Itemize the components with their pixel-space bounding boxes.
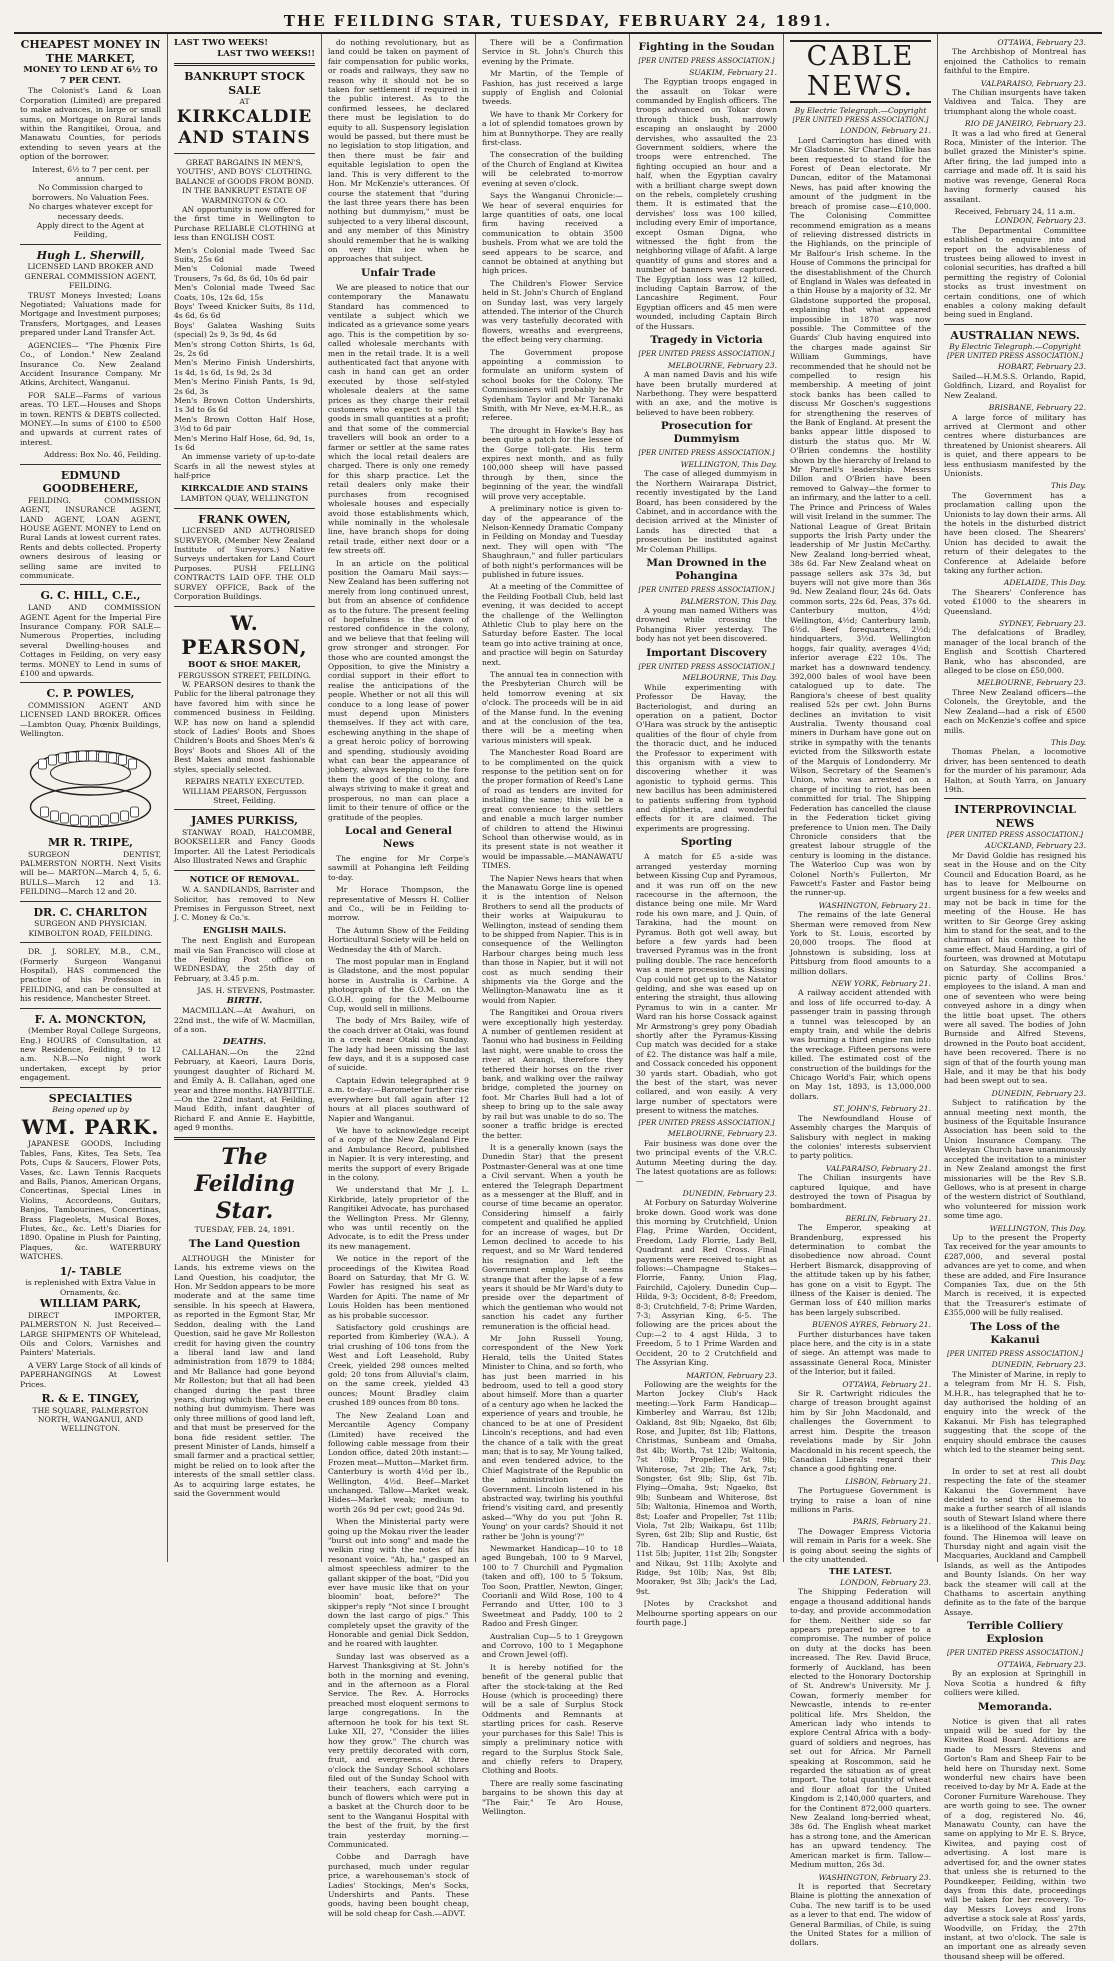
article-title: Important Discovery [646,646,767,659]
news-item: Australian Cup—5 to 1 Greygown and Corrovo, 100 to 1 Megaphone and Crown Jewel (off). [482,1631,623,1660]
dateline: VALPARAISO, February 21. [825,1163,931,1173]
dateline: HOBART, February 23. [998,362,1086,372]
section-title: CABLE NEWS. [790,40,931,103]
news-item: The New Zealand Loan and Mercantile Agency Company (Limited) have received the following cable message from their London office, dated 20th instant:—Frozen meat—Mutton—Market firm. Canterbury is worth 4½d per lb., Wellington, 4½d. Beef—Market unchanged. Tallow—Market weak. Hides—Market weak; medium to worth 26s 9d per cwt; good 24s 9d. [328,1410,469,1514]
news-item: There are really some fascinating bargains to be shown this day at "The Fair," Te Aro House, Wellington. [482,1778,623,1816]
dateline: WASHINGTON, February 21. [818,900,931,910]
list-item: Men's Merino Finish Undershirts, 1s 4d, 1s 6d, 1s 9d, 2s 3d [174,358,315,377]
article-body: The Portuguese Government is trying to raise a loan of nine millions in Paris. [790,1486,931,1514]
divider [174,606,315,607]
news-item: The Napier News hears that when the Manawatu Gorge line is opened it is the intention of Nelson Brothers to send all the products of their works at Waipukurau to Wellington, instead of sending them to be shipped from Napier. This is in consequence of the Wellington Harbour charges being much less than those in Napier, but it will not cost as much sending their shipments via the Gorge and the Wellington-Manawatu line as it would from Napier. [482,873,623,1005]
article-title: Man Drowned in the Pohangina [646,556,767,582]
article-body: The Minister of Marine, in reply to a telegram from Mr H. S. Fish, M.H.R., has telegraphed that he to-day authorised the holding of an enquiry into the wreck of the Kakanui. Mr Fish has telegraphed suggesting that the scope of the enquiry should embrace the causes which led to the steamer being sent. [944,1369,1086,1454]
list-item: Men's Colonial made Tweed Sac Suits, 25s 6d [174,245,315,264]
dateline: BUENOS AYRES, February 21. [812,1320,931,1330]
news-item: The Government propose appointing a commission to formulate an uniform system of school books for the Colony. The Commissioners will probably be Mr Sydenham Taylor and Mr Taranaki Smith, with Mr Neve, ex-M.H.R., as referee. [482,347,623,423]
divider [944,798,1086,799]
masthead: THE FEILDING STAR, TUESDAY, FEBRUARY 24, 1891. [283,12,833,30]
press-credit: [PER UNITED PRESS ASSOCIATION.] [946,1649,1084,1658]
article-body: The Shearers' Conference has voted £1000 to the shearers in Queensland. [944,587,1086,616]
ad-address: Address: Box No. 46, Feilding. [43,450,161,460]
dateline: MELBOURNE, This Day. [682,673,777,683]
notice-signature: JAS. H. STEVENS, Postmaster. [197,986,315,996]
article-body: Subject to ratification by the annual meeting next month, the business of the Equitable Insurance Association has been sold to the Union Insurance Company. The Wesleyan Church have unanimously accepted the invitation to a minister in New Zealand amongst the first missionaries will be the Rev S.B. Gellows, who is at present in charge of the western district of Southland, who volunteered for mission work some time ago. [944,1098,1086,1221]
news-item: We understand that Mr J. L. Kirkbride, lately proprietor of the Rangitikei Advocate, has purchased the Wellington Press. Mr Glenny, who was until recently on the Advocate, is to edit the Press under its new management. [328,1185,469,1251]
ad-body: TRUST Moneys Invested; Loans Negotiated; Valuations made for Mortgage and Investment purposes; Transfers, Mortgages, and Leases prepared under Land Transfer Act. [20,290,161,338]
ad-address: FERGUSSON STREET, FEILDING. [177,670,312,680]
ad-name: FRANK OWEN, [198,512,291,526]
press-credit: [PER UNITED PRESS ASSOCIATION.] [638,57,775,66]
article-body: Following are the weights for the Marton Jockey Club's Hack meeting:—York Farm Handicap—Kimberley and Warrau, 8st 12lb; Oakland, 8st 9lb; Ngaeko, 8st 6lb; Rose, and Jupiter, 8st 1lb; Flattons, Christmas, Sunbeam and Omaha, 8st 4lb; Worth, 7st 12lb; Waltonia, 7st 10lb; Propeller, 7st 9lb; Whiterose, 7st 2lb; The Ark, 7st; Songster, 6st 9lb; Slip, 6st 7lb. Flying—Omaha, 9st; Ngaeko, 8st 9lb; Sunbeam and Whiterose, 8st 5lb; Waltonia, Hinemoa and Worth, 8st; Loafer and Propeller, 7st 11lb; Viola, 7st 2lb; Waikapu, 6st 11lb; Syren, 6st 2lb; Slip and Rustic, 6st 7lb. Handicap Hurdles—Waiata, 11st 5lb; Jupiter, 11st 2lb; Songster and Nikau, 9st 11lb; Axolyte and Ridge, 9st 10lb; Nas, 9st 8lb; Mooraker, 9st 3lb; Jack's the Lad, 9st. [636,1379,777,1596]
article-body: The Shipping Federation will engage a thousand additional hands to-day, and provide accommodation for them. Neither side so far appears prepared to agree to a compromise. The number of police on duty at the docks has been increased. The Rev. David Bruce, formerly of Auckland, has been elected to the Honorary Doctorship of St. Andrew's University. Mr J. Cowan, formerly member for Newcastle, intends to re-enter political life. Mrs Sheldon, the American lady who intends to explore Central Africa with a body-guard of soldiers and negroes, has set out for Africa. Mr Parnell speaking at Roscommon, said he regarded the situation as of great import. The total quantity of wheat and flour afloat for the United Kingdom is 2,140,000 quarters, and for the Continent 872,000 quarters. New Zealand long-berried wheat, 38s 6d. The English wheat market has a strong tone, and the American has an upward tendency. The American market is firm. Tallow—Medium mutton, 26s 3d. [790,1587,931,1870]
ad-body: SURGEON DENTIST, PALMERSTON NORTH. Next Visits will be— MARTON—March 4, 5, 6. BULLS—March 12 and 13. FEILDING—March 12 and 20. [20,849,161,897]
list-item: Men's Brown Cotton Undershirts, 1s 3d to 6s 6d [174,396,315,415]
ad-subtitle: MONEY TO LEND AT 6½ TO 7 PER CENT. [23,65,158,86]
divider [174,1137,315,1140]
news-item: Mr John Russell Young, correspondent of the New York Herald, tells the United States Minister to China, and so forth, who has just been married in his bedroom, used to tell a good story about himself. More than a quarter of a century ago when he lacked the experience of years and trouble, he chanced to be at one of President Lincoln's receptions, and had even the chance of a talk with the great man; that is to say, Mr Young talked, and even tendered advice, to the Chief Magistrate of the Republic on the administration of the Government. Lincoln listened in his abstracted way, twirling his youthful friend's visiting card, and presently asked—"Why do you put 'John R. Young' on your cards? Should it not rather be 'John is young'?" [482,1334,624,1541]
dateline: LONDON, February 21. [840,126,931,136]
ad-body: (Member Royal College Surgeons, Eng.) HOURS of Consultation, at new Residence, Feilding, 9 to 12 a.m. N.B.—No night work undertaken, except by prior engagement. [20,1026,161,1083]
divider [20,942,161,943]
dateline: This Day. [1050,481,1086,491]
dateline: ADELAIDE, This Day. [1003,578,1086,588]
news-item: The engine for Mr Corpe's sawmill at Pohangina left Feilding to-day. [328,853,469,882]
ad-name: WILLIAM PARK, [39,1297,142,1311]
article-title: Unfair Trade [361,266,436,279]
press-credit: [PER UNITED PRESS ASSOCIATION.] [946,830,1084,839]
article-body: At Forbury on Saturday Wolverine broke down. Good work was done this morning by Crutchfield, Union Flag, Prime Warden, Occident, Freedom, Lady Florrie, Lady Bell, Quadrant and Red Cross. Final payments were received to-night as follows:—Champagne Stakes—Florrie, Fanny, Union Flag, Fairchild, Cajolery. Dunedin Cup—Hilda, 9-3; Occident, 8-8; Freedom, 8-3; Crutchfield, 7-8; Prime Warden, 7-3; Assyrian King, 6-5. The following are the prices about the Cup:—2 to 4 agst Hilda, 3 to Freedom, 5 to 1 Prime Warden and Occident, 20 to 2 Crutchfield and The Assyrian King. [636,1198,777,1368]
news-item: Newmarket Handicap—10 to 18 aged Bungebah, 100 to 9 Marvel, 100 to 7 Churchill and Pygmalion (taken and off), 100 to 5 Toksum, Too Soon, Prattler, Newton, Ginger, Coorianli and Wild Rose, 100 to 4 Ferrando and Utter, 100 to 3 Sweetmeat and Paddy, 100 to 2 Radoo and Fresh Ginger. [482,1543,623,1629]
news-item: At a meeting of the Committee of the Feilding Football Club, held last evening, it was decided to accept the challenge of the Wellington Athletic Club to play here on the Saturday before Easter. The local team go into active training at once, and practice will begin on Saturday next. [482,582,623,667]
article-body: Lord Carrington has dined with Mr Gladstone. Sir Charles Dilke has been requested to stand for the Forest of Dean electorate. Mr Duncan, editor of the Matamonai News, has paid after knowing the amount of the judgment in the breach of promise case—£10,000. The Colonising Committee recommend emigration as a means of relieving distressed districts in the Highlands, on the principle of Mr Balfour's Irish scheme. In the House of Commons the principal for the disestablishment of the Church of England in Wales was defeated in a thin House by a majority of 32. Mr Gladstone supported the proposal, explaining that what appeared impossible in 1870 was now possible. The Committee of the Guards' Club having enquired into the charges made against Sir William Gummings, have recommended that he should not be compelled to resign his membership. A meeting of joint stock banks has been called to discuss Mr Goschen's suggestions for strengthening the reserves of the Bank of England. At present the banks appear little disposed to disturb the status quo. Mr W. O'Brien condemns the hostility shown by the hierarchy of Ireland to Mr Parnell's leadership. Messrs Dillon and O'Brien have been removed to Galway—the former to an infirmary, and the latter to a cell. The Prince and Princess of Wales will visit Ireland in the summer. The National League of Great Britain supports the Irish Party under the leadership of Mr Justin McCarthy. New Zealand long-berried wheat, 38s 6d. Far New Zealand wheat on passage sellers ask 37s 3d, but buyers will not give more than 36s 9d. New Zealand flour, 24s 6d. Oats common sorts, 22s 6d. Peas, 37s 6d. Canterbury mutton, 4½d; Wellington, 4½d; Canterbury lamb, 6½d. Beef forequarters, 2½d; hindquarters, 3½d. Wellington hoggs, fair quality, averages 4½d; inferior average £22 10s. The market has a downward tendency. 392,000 bales of wool have been catalogued up to date. The Rangiora's cheese of best quality realised 52s per cwt. John Burns declines an invitation to visit Australia. Twenty thousand coal miners in Durham have gone out on strike in sympathy with the tenants evicted from the Silksworth estate of the Marquis of Londonderry. Mr Wilson, Secretary of the Seamen's Union, who was arrested on a charge of inciting to riot, has been committed for trial. The Shipping Federation has cancelled the clause in the Federation ticket giving preference to Union men. The Daily Chronicle considers that the greatest labour struggle of the century is looming in the distance. The Waterloo Cup was won by Colonel North's Fullerton, Mr Fawcett's Faster and Fastor being the runner-up. [790,135,931,898]
ad-word: AT [239,97,250,107]
divider [174,809,315,810]
dateline: LONDON, February 23. [995,216,1086,226]
list-item: Boys' Tweed Knicker Suits, 8s 11d, 4s 6d, 6s 6d [174,301,315,321]
notice-body: W. A. SANDILANDS, Barrister and Solicitor, has removed to New Premises in Fergusson Street, next J. C. Money & Co.'s. [174,885,315,923]
article-title: Memoranda. [977,1700,1053,1713]
press-credit: [PER UNITED PRESS ASSOCIATION.] [638,350,775,359]
ad-subhead: BALANCE of GOODS FROM BOND. [175,176,314,186]
news-item: Mr Horace Thompson, the representative of Messrs H. Collier and Co., will be in Feilding to-morrow. [328,885,469,923]
ad-name: R. & E. TINGEY, [41,1392,140,1406]
ad-line: Interest, 6½ to 7 per cent. per annum. [31,164,150,183]
article-body: The Government has a proclamation calling upon the Unionists to lay down their arms. All the hotels in the disturbed district have been closed. The Shearers' Union has decided to await the return of their delegates to the Conference at Adelaide before taking any further action. [944,490,1086,576]
dateline: DUNEDIN, February 23. [682,1188,777,1198]
news-item: The most popular man in England is Gladstone, and the most popular horse in Australia is Carbine. A photograph of the G.O.M. on the G.O.H. going for the Melbourne Cup, would sell in millions. [328,957,469,1014]
column-2 [168,34,322,1562]
ad-name: DR. C. CHARLTON [33,905,148,919]
ad-title: 1/- TABLE [59,1264,122,1278]
ad-firm: KIRKCALDIE AND STAINS [181,483,308,494]
article-body: The Newfoundland House of Assembly charges the Marquis of Salisbury with neglect in making the colonies' interests subservient to party politics. [790,1113,931,1161]
ad-body: AGENCIES— "The Phœnix Fire Co., of London." New Zealand Insurance Co. New Zealand Accident Insurance Company. Mr Atkins, Architect, Wanganui. [20,340,161,388]
notice-title: DEATHS. [222,1037,267,1048]
divider [20,1087,161,1088]
dateline: RIO DE JANEIRO, February 23. [964,119,1086,129]
dateline: OTTAWA, February 23. [997,38,1086,47]
dateline: NEW YORK, February 21. [831,979,931,989]
column-7 [938,34,1092,1961]
ad-name: F. A. MONCKTON, [34,1012,147,1026]
ad-headline: BANKRUPT STOCK SALE [184,70,305,97]
ad-body: AN opportunity is now offered for the first time in Wellington to Purchase RELIABLE CLOTHING at less than ENGLISH COST. [174,204,315,243]
divider [20,901,161,902]
column-6 [784,34,938,1948]
ad-body: A VERY Large Stock of all kinds of PAPERHANGINGS At Lowest Prices. [20,1360,161,1389]
dateline: BERLIN, February 21. [845,1213,931,1223]
news-item: Says the Wanganui Chronicle:—We hear of several enquiries for large quantities of oats, one local firm having received a communication to obtain 3500 bushels. From what we are told the seed appears to be scarce, and cannot be obtained at anything but high prices. [482,191,623,276]
article-body: Notice is given that all rates unpaid will be sued for by the Kiwitea Road Board. Additions are made to Messrs Stevens and Gorton's Ram and Sheep Fair to be held here on Thursday next. Some wonderful new chairs have been received to-day by Mr A. Eade at the Coroner Furniture Warehouse. They are worth going to see. The owner of a dog, registered No. 46, Manawatu County, can have the same on applying to Mr E. S. Bryce, Kiwitea, and paying cost of advertising. A lost mare is advertised for, and the owner states that unless she is returned to the Poundkeeper, Feilding, within two days from this date, proceedings will be taken for her recovery. To-day Messrs Loveys and Irons advertise a stock sale at Ross' yards, Woodville, on Friday, the 27th instant, at two o'clock. The sale is an important one as already seven thousand sheep will be offered. [944,1716,1086,1961]
divider [174,870,315,871]
article-body: The defalcations of Bradley, manager of the local branch of the English and Scottish Chartered Bank, who has absconded, are alleged to be close on £50,000. [944,628,1086,676]
ad-body: JAPANESE GOODS, Including Tables, Fans, Kites, Tea Sets, Tea Pots, Cups & Saucers, Flower Pots, Vases, &c. Lawn Tennis Racquets and Balls, Pianos, American Organs, Concertinas, Special Lines in Violins, Accordeons, Guitars, Banjos, Tambourines, Concertinas, Brass Flageolets, Musical Boxes, Flutes, &c., &c. Lett's Diaries for 1890. Opaline in Plush for Painting, Plaques, &c. WATERBURY WATCHES. [20,1139,161,1262]
list-item: Boys' Galatea Washing Suits (special) 2s 9, 3s 9d, 4s 6d [174,320,315,340]
news-item: The Manchester Road Board are to be complimented on the quick response to the petition sent on for the proper formation of Reed's Lane of road as tenders are invited for installing the same; this will be a great convenience to the settlers and enable a much larger number of children to attend the Hiwinui School than otherwise would, as in its present state is not weather it would be impassable.—MANAWATU TIMES. [482,748,623,871]
column-4 [476,34,630,1816]
article-body: ALTHOUGH the Minister for Lands, his extreme views on the Land Question, his coadjutor, the Hon. Mr Seddon appears to be more moderate and at the same time sensible. In his speech at Hawera, as reported in the Egmont Star, Mr Seddon, dealing with the Land Question, said he gave Mr Rolleston credit for having given the country a liberal land law and land administration from 1879 to 1884; and Mr Ballance had gone beyond Mr Rolleston; but that all had been changed during the past three years, during which there had been nothing but dummyism. There was only three millions of good land left, and that must be preserved for the bona fide resident settler. The present Minister of Lands, himself a small farmer and a practical settler, might be relied on to look after the interests of the small settler class. As to acquiring large estates, he said the Government would [174,1253,315,1498]
ad-line: No Commission charged to borrowers. No Valuation Fees. [32,183,149,202]
news-item: Cobbe and Darragh have purchased, much under regular price, a warehouseman's stock of Ladies' Stockings, Men's Socks, Undershirts and Pants. These goods, having been bought cheap, will be sold cheap for Cash.—ADVT. [328,1852,469,1918]
news-item: We have to thank Mr Corkery for a lot of splendid tomatoes grown by him at Bunnythorpe. They are really first-class. [482,109,623,148]
news-item: The Rangitikei and Oroua rivers were exceptionally high yesterday. A number of gentlemen resident at Taonui who had business in Feilding last night, were unable to cross the river at Aorangi, therefore they tethered their horses on the river bank, and walking over the railway bridge, completed the journey on foot. Mr Charles Bull had a lot of sheep to bring up to the sale away by rail but was unable to do so. The sooner a traffic bridge is erected the better. [482,1008,623,1140]
article-title: Sporting [680,836,733,849]
dental-plate-illustration [20,745,161,831]
press-credit: [PER UNITED PRESS ASSOCIATION.] [792,115,929,124]
news-item: The body of Mrs Bailey, wife of the coach driver at Otaki, was found in a creek near Otaki on Sunday. The lady had been missing the last few days, and it is a supposed case of suicide. [328,1016,469,1073]
columns [14,32,1102,1961]
dateline: SYDNEY, February 23. [998,619,1086,629]
dateline: WASHINGTON, February 23. [818,1872,931,1882]
dateline: PALMERSTON, This Day. [680,596,777,606]
column-5 [630,34,784,1628]
ad-headline: LAST TWO WEEKS! [174,38,268,48]
article-note: [Notes by Crackshot and Melbourne sporting appears on our fourth page.] [636,1599,777,1628]
list-item: Men's Merino Finish Pants, 1s 9d, 2s 6d, 3s [174,377,315,396]
article-body: Sailed—H.M.S.S. Orlando, Rapid, Goldfinch, Lizard, and Royalist for New Zealand. [944,371,1086,400]
ad-line: No charges whatever except for necessary deeds. [28,202,153,221]
ad-subhead: GREAT BARGAINS IN MEN'S, YOUTHS', AND BOYS' CLOTHING. [176,157,313,177]
divider [20,464,161,465]
dateline: VALPARAISO, February 23. [980,78,1086,88]
section-subtitle: By Electric Telegraph.—Copyright [949,342,1081,352]
dateline: LONDON, February 23. [840,1577,931,1587]
ad-title: CHEAPEST MONEY IN THE MARKET, [20,38,161,65]
dateline: MARTON, February 23. [686,1370,777,1380]
news-item: Sunday last was observed as a Harvest Thanksgiving at St. John's both in the morning and evening, and in the afternoon as a Floral Service. The Rev. A. Horrocks preached most eloquent sermons to large congregations. In the afternoon he took for his text St. Luke XII, 27, "Consider the lilies how they grow." The church was very prettily decorated with corn, fruit, and evergreens. At three o'clock the Sunday School scholars filed out of the Sunday School with their teachers, each carrying a bunch of flowers which were put in a basket at the Church door to be sent to the Wanganui Hospital with the best of the fruit, by the first train yesterday morning.—Communicated. [328,1651,469,1849]
article-title: Tragedy in Victoria [650,334,763,347]
dateline: PARIS, February 21. [852,1517,931,1527]
list-item: Men's strong Cotton Shirts, 1s 6d, 2s, 2s 6d [174,339,315,358]
press-credit: [PER UNITED PRESS ASSOCIATION.] [638,449,775,458]
article-body: A man named Davis and his wife have been brutally murdered at Narbethong. They were bespatterd with an axe, and the motive is believed to have been robbery. [636,370,777,417]
ad-body: An immense variety of up-to-date Scarfs in all the newest styles at half-price [174,452,315,481]
article-body: The Emperor, speaking at Brandenburg, expressed his determination to combat the disobedience now abroad. Count Herbert Bismarck, disapproving of the attitude taken up by his father, has gone on a visit to Egypt. The illness of the Kaiser is denied. The German loss of £40 million marks has been largely subscribed. [790,1223,931,1317]
article-body: The Archbishop of Montreal has enjoined the Catholics to remain faithful to the Empire. [944,47,1086,76]
ad-name: Hugh L. Sherwill, [36,248,145,262]
section-title: INTERPROVINCIAL NEWS [954,803,1076,830]
article-body: While experimenting with Professor De Havay, the Bacteriologist, and during an operation on a patient, Doctor O'Hara was struck by the antiseptic qualities of the flour of chyle from the thoracic duct, and he induced the Professor to experiment with this organism with a view to discovering whether it was agonistic to typhoid germs. This new bacillus has been administered to patients suffering from typhoid and diphtheria, and wonderful effects for it are claimed. The experiments are progressing. [636,682,777,833]
dateline: OTTAWA, February 21. [842,1379,931,1389]
ad-subtitle: Being opened up by [52,1105,129,1115]
divider [174,63,315,66]
ad-name: EDMUND GOODBEHERE, [42,468,139,496]
price-list [174,246,315,453]
ad-body: W. PEARSON desires to thank the Public for the liberal patronage they have favored him with since he commenced business in Feilding. W.P. has now on hand a splendid stock of Ladies' Boots and Shoes Children's Boots and Shoes Men's & Boys' Boots and Shoes All of the Best Makes and most fashionable styles, specially selected. [174,680,315,774]
ad-body: The Colonist's Land & Loan Corporation (Limited) are prepared to make advances, in large or small sums, on Mortgage on Rural lands within the Rangitikei, Oroua, and Manawatu Counties, for periods extending to seven years at the option of the borrower. [20,86,161,162]
press-credit: [PER UNITED PRESS ASSOCIATION.] [946,351,1084,360]
divider [20,244,161,245]
divider [174,153,315,154]
article-title: The Land Question [188,1237,301,1250]
notice-title: ENGLISH MAILS. [202,925,287,936]
dateline: AUCKLAND, February 23. [985,841,1086,851]
article-title: Local and General News [345,824,452,850]
news-item: The Children's Flower Service held in St. John's Church of England on Sunday last, was very largely attended. The interior of the Church was very tastefully decorated with flowers, wreaths and evergreens, the effect being very charming. [482,278,623,345]
article-body: Sir R. Cartwright ridicules the charge of treason brought against him by Sir John Macdonald, and challenges the Government to arrest him. Despite the treason revelations made by Sir John Macdonald in his recent speech, the Canadian Liberals regard their chance a good fighting one. [790,1389,931,1474]
notice-title: BIRTH. [226,995,263,1006]
ad-title: LICENSED LAND BROKER AND GENERAL COMMISSION AGENT, FEILDING. [24,262,157,291]
ad-body: DIRECT IMPORTER, PALMERSTON N. Just Received— LARGE SHIPMENTS OF Whitelead, Oils and Colors, Varnishes and Painters' Materials. [20,1310,161,1358]
ad-body: FOR SALE—Farms of various areas. TO LET.—Houses and Shops in town. RENTS & DEBTS collected. MONEY.—In sums of £100 to £500 and upwards at current rates of interest. [20,390,161,447]
article-body: Mr David Goldie has resigned his seat in the House and on the City Council and Education Board, as he has to leave for Melbourne on urgent business for a few weeks and may not be back in time for the meeting of the House. He has written to Sir George Grey asking him to stand for the seat, and to the chairman of his committee to the same effect. Maud Harding, a girl of fourteen, was drowned at Motutapu on Saturday. She accompanied a picnic party of Collins Bros.' employees to the island. A man and one of seventeen who were being conveyed ashore in a dingy when the little boat upset. The others were all saved. The bodies of John Burnside and Alfred Stevens, drowned in the Pouto boat accident, have been recovered. There is no sign of that of the fourth young man Hale, and it may be that his body had been swept out to sea. [944,850,1086,1086]
ad-body: COMMISSION AGENT AND LICENSED LAND BROKER. Offices—Lambton Quay, Phœnix Buildings, Wellington. [20,700,161,739]
ad-body: SURGEON AND PHYSICIAN. KIMBOLTON ROAD, FEILDING. [28,919,153,938]
ad-name: WM. PARK. [21,1114,160,1139]
article-body: A large force of military has arrived at Clermont and other centres where disturbances are threatened by Unionist shearers. All is quiet, and there appears to be less enthusiasm manifested by the Unionists. [944,412,1086,478]
article-body: A young man named Withers was drowned while crossing the Pohangina River yesterday. The body has not yet been discovered. [636,606,777,644]
divider [174,508,315,509]
dateline: WELLINGTON, This Day. [989,1223,1086,1233]
divider [20,682,161,683]
ad-body: DR. J. SORLEY, M.B., C.M., (Formerly Surgeon Wanganui Hospital), HAS commenced the practice of his Profession in FEILDING, and can be consulted at his residence, Manchester Street. [20,947,161,1004]
article-body: The remains of the late General Sherman were removed from New York to St. Louis, escorted by 20,000 troops. The flood at Johnstown is subsiding, loss at Pittsburg from flood amounts to a million dollars. [790,910,931,976]
article-body: The Dowager Empress Victoria will remain in Paris for a week. She is going about seeing the sights of the city unattended. [790,1526,931,1564]
notice-body: CALLAHAN.—On the 22nd February, at Kaeori, Laura Doris, youngest daughter of Richard M. and Emily A. B. Callahan, aged one year and three months. HAYBITTLE.—On the 22nd instant, at Feilding, Maud Edith, infant daughter of Richard F. and Annie E. Haybittle, aged 9 months. [174,1047,316,1133]
paper-date: TUESDAY, FEB. 24, 1891. [194,1225,295,1235]
dateline: OTTAWA, February 23. [997,1659,1086,1669]
ad-signature: WILLIAM PEARSON, Fergusson Street, Feilding. [182,786,307,805]
article-body: Three New Zealand officers—the Colonels, the Greytoble, and the New Zealand—had a risk of £500 each on McKenzie's coffee and spice mills. [944,687,1086,735]
section-subtitle: By Electric Telegraph.—Copyright [794,106,927,116]
article-body: The case of alleged dummyism in the Northern Wairarapa District, recently investigated by the Land Board, has been considered by the Cabinet, and in accordance with the decision arrived at the Minister of Lands has directed that a prosecution be instituted against Mr Coleman Phillips. [636,469,777,554]
ad-name: JAMES PURKISS, [191,814,298,828]
dateline: DUNEDIN, February 23. [991,1088,1086,1098]
ad-body: STANWAY ROAD, HALCOMBE, BOOKSELLER and Fancy Goods Importer. All the Latest Periodicals Also Illustrated News and Graphic [174,827,315,866]
divider [20,584,161,585]
list-item: Men's Brown Cotton Half Hose, 3½d to 6d pair [174,414,315,434]
article-title: Terrible Colliery Explosion [967,1620,1063,1646]
article-body: By an explosion at Springhill in Nova Scotia a hundred & fifty colliers were killed. [944,1669,1086,1698]
news-item: Satisfactory gold crushings are reported from Kimberley (W.A.). A trial crushing of 106 tons from the West and Loft Leasehold, Ruby Creek, yielded 298 ounces melted gold; 20 tons from Alluvial's claim, on the same creek, yielded 43 ounces; Mount Bradley claim crushed 189 ounces from 80 tons. [328,1323,469,1408]
column-1 [14,34,168,1562]
ad-line: Apply direct to the Agent at Feilding, [36,221,145,240]
dateline: MELBOURNE, February 23. [667,1129,777,1139]
ad-name: C. P. POWLES, [46,687,135,701]
divider [944,324,1086,325]
dateline: SUAKIM, February 21. [689,67,777,77]
press-credit: [PER UNITED PRESS ASSOCIATION.] [638,662,775,671]
ad-name: MR R. TRIPE, [48,836,133,849]
notice-title: NOTICE OF REMOVAL. [189,874,300,885]
notice-body: The next English and European mail via San Francisco will close at the Feilding Post office on WEDNESDAY, the 25th day of February, at 3.45 p.m. [174,936,315,983]
article-body: The Egyptian troops engaged in the assault on Tokar were commanded by English officers. The troops advanced on Tokar down through thick bush, narrowly escaping an onslaught by 2000 dervishes, who assaulted the 23 Government soldiers, where the troops were entrenched. The fighting occupied an hour and a half, when the Egyptian cavalry with a brilliant charge swept down on the rebels, completely crushing them. It is estimated that the dervishes' loss was 100 killed, including every Emir of importance, except Osman Digna, who witnessed the fight from the neighboring village of Afafit. A large quantity of guns and stores and a number of banners were captured. The Egyptian loss was 12 killed, including Captain Barrow, of the Lancashire Regiment. Four Egyptian officers and 45 men were wounded, including Captain Birch of the Hussars. [636,77,777,331]
article-body: The Chilian insurgents have taken Valdivea and Talca. They are triumphant along the whole coast. [944,88,1086,116]
article-body: Up to the present the Property Tax received for the year amounts to £287,000, and several postal advances are yet to come, and when these are added, and Fire Insurance Companies Tax, due on the 5th March is received, it is expected that the Treasurer's estimate of £355,000 will be fully realised. [944,1232,1086,1318]
article-body: Thomas Phelan, a locomotive driver, has been sentenced to death for the murder of his paramour, Ada Halton, at South Yarra, on January 19th. [944,747,1086,794]
ad-body: LAND AND COMMISSION AGENT. Agent for the Imperial Fire Insurance Company. FOR SALE—Numerous Properties, including several Dwelling-houses and Cottages in Feilding, on very easy terms. MONEY to Lend in sums of £100 and upwards. [20,603,161,678]
list-item: Men's Colonial made Tweed Trousers, 7s 6d, 8s 6d, 10s 6d pair [174,264,315,283]
article-body: In an article on the political position the Oamaru Mail says:—New Zealand has been suffering not merely from long continued unrest, but from an absence of confidence as to the future. The present feeling of hopefulness is the dawn of restored confidence in the colony, and we believe that that feeling will grow stronger and stronger. For those who are counted amongst the Opposition, to give the Ministry a cordial support in their effort to realise the anticipations of the people. Whether or not all this will conduce to a long lease of power must depend upon Ministers themselves. If they act with care, eschewing anything in the shape of a great heroic policy of borrowing and spending, studiously avoiding what can bear the appearance of jobbery, always keeping to the fore them the good of the colony, and always striving to make it great and prosperous, no man can place a limit to their tenure of office or the gratitude of the peoples. [328,558,469,822]
list-item: Men's Merino Half Hose, 6d, 9d, 1s, 1s 6d [174,433,315,453]
news-item: We notice in the report of the proceedings of the Kiwitea Road Board on Saturday, that Mr G. W. Fowler has resigned his seat as Warden for Apiti. The name of Mr Louis Holden has been mentioned as his probable successor. [328,1254,469,1320]
news-item: When the Ministerial party were going up the Mokau river the leader "burst out into song" and made the welkin ring with the notes of his resonant voice. "Ah, ha," gasped an almost speechless admirer to the gallant skipper of the boat, "Did you ever have music like that on your bloomin' boat, before?" The skipper's reply "Not since I brought down the last cargo of pigs." This completely upset the gravity of the Honorable and genial Dick Seddon, and he roared with laughter. [328,1517,469,1649]
ad-title: SPECIALTIES [48,1091,133,1105]
ad-firm: KIRKCALDIE AND STAINS [176,106,313,148]
news-item: Mr Martin, of the Temple of Fashion, has just received a large supply of English and Colonial tweeds. [482,69,623,107]
article-body: A match for £5 a-side was arranged yesterday morning between Kissing Cup and Pyramous, and it was run off on the new racecourse in the afternoon, the distance being one mile. Mr Ward rode his own mare, and J. Quin, of Tarakina, had the mount on Pyramus. Both got well away, but before a few yards had been traversed Pyramus was in the front pulling double. The race henceforth was a mere procession, as Kissing Cup could not get up to the Natator gelding, and she was eased up on entering the straight, thus allowing Pyramus to win in a canter. Mr Ward ran his horse Cossack against Mr Armstrong's grey pony Obadiah shortly after the Pyramus-Kissing Cup match was decided for a stake of £2. The distance was half a mile, and Cossack conceded his opponent 30 yards start. Obadiah, who got the best of the start, was never collared, and won easily. A very large number of spectators were present to witness the matches. [636,852,777,1116]
ad-address: LAMBTON QUAY, WELLINGTON [180,494,309,504]
news-item: Captain Edwin telegraphed at 9 a.m. to-day:—Barometer further rise everywhere but fall again after 12 hours at all places southward of Napier and Wanganui. [328,1075,469,1123]
ad-line: is replenished with Extra Value in Ornaments, &c. [25,1278,156,1297]
article-body: do nothing revolutionary, but as land could be taken on payment of fair compensation for public works, or roads and railways, they saw no reason why it should not be so taken for settlement if required in the public interest. As to the confirmed lessees, he declared there must be legislation to do equity to all. Suspensory legislation would be passed, but there must be no legislation to stop litigation, and then there must be fair and equitable legislation to open the land. This is very different to the Hon. Mr McKenzie's utterances. Of course the statement that "during the last three years there has been nothing but dummyism," must be subjected to a very liberal discount, and any member of this Ministry should remember that he is walking on very thin ice when he approaches that subject. [328,38,469,264]
column-3 [322,34,476,1918]
article-body: It was a lad who fired at General Roca, Minister of the Interior. The bullet grazed the Minister's spine. After firing, the lad jumped into a carriage and made off. It is said his motive was revenge, General Roca having formerly caused his assailant. [944,128,1086,204]
news-item: It is hereby notified for the benefit of the general public that after the stock-taking at the Red House (which is proceeding) there will be a sale of Surplus Stock Oddments and Remnants at startling prices for cash. Reserve your purchases for this Sale! This is simply a preliminary notice with regard to the Surplus Stock Sale, and chiefly refers to Drapery, Clothing and Boots. [482,1662,623,1776]
dateline: This Day. [1050,737,1086,747]
ad-line: REPAIRS NEATLY EXECUTED. [184,777,305,787]
news-item: A preliminary notice is given to-day of the appearance of the Nelson-Kennedy Dramatic Company in Feilding on Monday and Tuesday next. They will open with "The Shaughraun," and fuller particulars of both night's performances will be published in future issues. [482,504,623,579]
ad-address: THE SQUARE, PALMERSTON NORTH, WANGANUI, AND WELLINGTON. [32,1405,149,1434]
notice-body: MACMILLAN.—At Awahuri, on 22nd inst., the wife of W. Macmillan, of a son. [174,1006,315,1035]
article-body: A railway accident attended with and loss of life occurred to-day. A passenger train in passing through a tunnel was telescoped by an empty train, and while the debris was burning a third engine ran into the wreckage. Fifteen persons were killed. The estimated cost of the construction of the buildings for the Chicago World's Fair, which opens on May 1st, 1893, is 13,000,000 dollars. [790,988,931,1101]
dateline: ST. JOHN'S, February 21. [832,1104,931,1114]
received-line: Received, February 24, 11 a.m. [954,206,1076,216]
dateline: MELBOURNE, February 23. [667,360,777,370]
article-body: It is reported that Secretary Blaine is plotting the annexation of Cuba. The new tariff is to be used as a lever to that end. The widow of General Barmilias, of Chile, is suing the United States for a million of dollars. [790,1881,931,1948]
dateline: This Day. [1050,1457,1086,1467]
list-item: Men's Colonial made Tweed Sac Coats, 10s, 12s 6d, 15s [174,283,315,302]
dateline: MELBOURNE, February 23. [976,678,1086,688]
news-item: The Autumn Show of the Feilding Horticultural Society will be held on Wednesday the 4th of March. [328,925,469,954]
ad-headline: LAST TWO WEEKS!! [217,48,315,59]
article-body: The Chilian insurgents have captured Iquique, and have destroyed the town of Pisagua by bombardment. [790,1173,931,1211]
ad-name: G. C. HILL, C.E., [40,589,141,603]
dateline: LISBON, February 21. [845,1476,931,1486]
paper-nameplate: The Feilding Star. [194,1143,295,1225]
news-item: The annual tea in connection with the Presbyterian Church will be held tomorrow evening at six o'clock. The proceeds will be in aid of the Manse fund. In the evening and at the conclusion of the tea, there will be a meeting when various ministers will speak. [482,670,623,745]
article-title: Fighting in the Soudan [638,41,775,53]
news-item: It is a generally known (says the Dunedin Star) that the present Postmaster-General was at one time a Civil servant. When a youth he entered the Telegraph Department as a messenger at the Bluff, and in course of time became an operator. Considering himself a fairly competent and qualified he applied for an increase of wages, but Dr Lemon declined to accede to his request, and so Mr Ward tendered his resignation and left the Government employ. It seems strange that after the lapse of a few years it should be Mr Ward's duty to preside over the department of which the gentleman who would not sanction his cadet any further remuneration is the official head. [482,1142,623,1331]
article-title: THE LATEST. [828,1567,893,1578]
press-credit: [PER UNITED PRESS ASSOCIATION.] [946,1349,1084,1358]
article-body: Further disturbances have taken place here, and the city is in a state of siege. An attempt was made to assassinate General Roca, Minister of the Interior, but it failed. [790,1329,931,1377]
news-item: The consecration of the building of the Church of England at Kiwitea will be celebrated to-morrow evening at seven o'clock. [482,150,623,188]
dateline: DUNEDIN, February 23. [991,1360,1086,1370]
article-body: In order to set at rest all doubt respecting the fate of the steamer Kakanui the Government have decided to send the Hinemoa to make a further search of all islands south of Stewart Island where there is a likelihood of the Kakanui being found. The Hinemoa will leave on Thursday night and again visit the Macquaries, Auckland and Campbell Islands, as well as the Antipodes and Bounty Islands. On her way back the steamer will call at the Chathams to ascertain anything definite as to the fate of the barque Assaye. [944,1466,1086,1617]
press-credit: [PER UNITED PRESS ASSOCIATION.] [638,1118,775,1127]
ad-body: LICENSED AND AUTHORISED SURVEYOR, (Member New Zealand Institute of Surveyors.) Native Surveys undertaken for Land Court Purposes. PUSH FELLING CONTRACTS LAID OFF. THE OLD SURVEY OFFICE, Back of the Corporation Buildings. [174,526,315,602]
dateline: WELLINGTON, This Day. [680,459,777,469]
article-title: The Loss of the Kakanui [970,1320,1060,1346]
article-body: We are pleased to notice that our contemporary the Manawatu Standard has commenced to ventilate a subject which we indicated as a grievance some years ago. This is the competition by so-called wholesale merchants with men in the retail trade. It is a well authenticated fact that anyone with cash in hand can get an order executed by those self-styled wholesale dealers at the same prices as they charge their retail customers who expect to sell the goods in small quantities at a profit; and that some of the commercial travellers will book an order to a farmer or settler at the same rates which the local retail dealers are charged. There is only one remedy for this sharp practice. Let the retail dealers only make their purchases from recognised wholesale houses and especially avoid those establishments which, while nominally in the wholesale line, have branch shops for doing retail trade, either next door or a few streets off. [328,282,469,556]
section-title: AUSTRALIAN NEWS. [950,328,1080,342]
ad-title: BOOT & SHOE MAKER, [188,660,301,671]
news-item: We have to acknowledge receipt of a copy of the New Zealand Fire and Ambulance Record, published in Napier. It is very interesting, and merits the support of every Brigade in the colony. [328,1125,469,1182]
press-credit: [PER UNITED PRESS ASSOCIATION.] [638,585,775,594]
article-title: Prosecution for Dummyism [660,420,753,446]
divider [20,1008,161,1009]
article-body: Fair business was done over the two principal events of the V.R.C. Autumn Meeting during the day. The latest quotations are as follows:— [636,1138,777,1186]
article-body: The Departmental Committee established to enquire into and report on the advisableness of trustees being allowed to invest in colonial securities, has drafted a bill permitting the registry of Colonial stocks as trust investment on certain conditions, one of which enables a colony making default being sued in England. [944,225,1086,320]
news-item: There will be a Confirmation Service in St. John's Church this evening by the Primate. [482,38,623,66]
news-item: The drought in Hawke's Bay has been quite a patch for the lessee of the Gorge toll-gate. His term expires next month, and as fully 100,000 sheep will have passed through by then, since the beginning of the year, the windfall will prove very acceptable. [482,425,623,501]
ad-subhead: IN THE BANKRUPT ESTATE OF WARMINGTON & CO. [182,186,307,205]
ad-name: W. PEARSON, [181,610,308,660]
dateline: BRISBANE, February 22. [988,403,1086,413]
ad-body: FEILDING. COMMISSION AGENT, INSURANCE AGENT, LAND AGENT, LOAN AGENT, HOUSE AGENT. MONEY to Lend on Rural Lands at lowest current rates. Rents and debts collected. Property owners desirous of leasing or selling same are invited to communicate. [20,495,161,581]
